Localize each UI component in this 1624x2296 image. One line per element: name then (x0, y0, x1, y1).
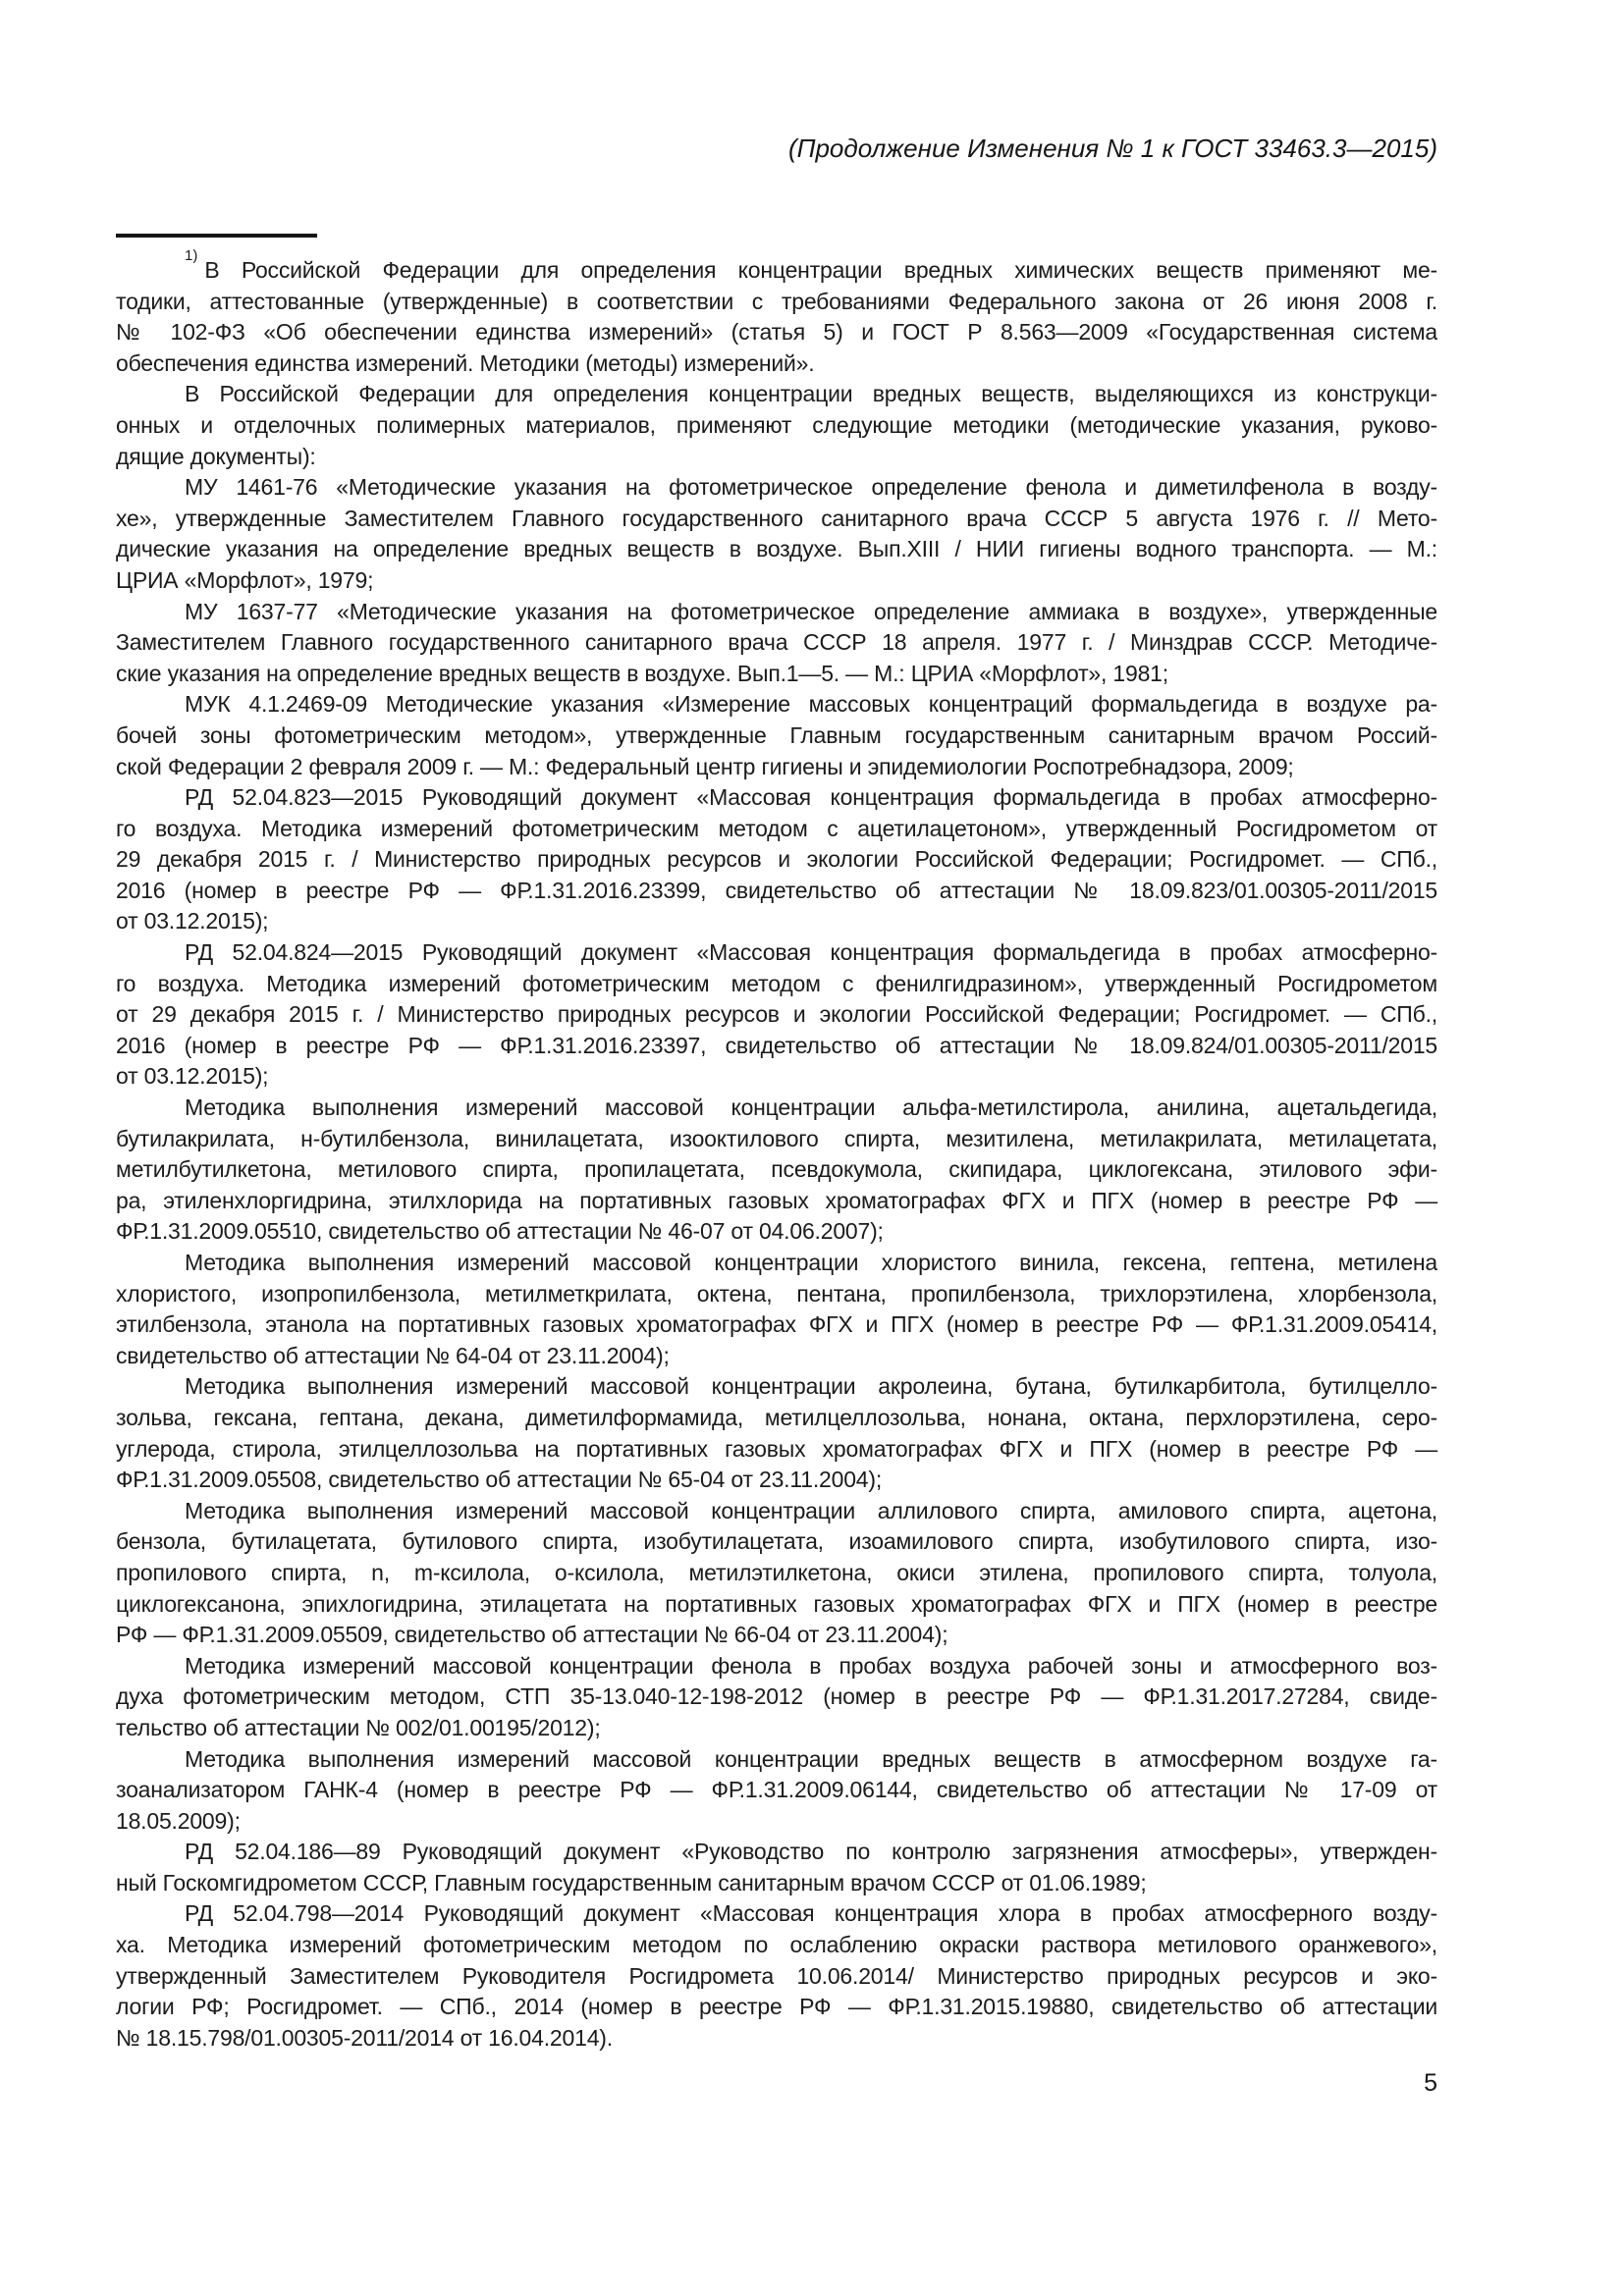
text-line: ра, этиленхлоргидрина, этилхлорида на портативных газовых хроматографах ФГХ и ПГХ (номер в реестре РФ — (116, 1187, 1437, 1213)
page-number: 5 (1424, 2069, 1437, 2097)
text-line: хлористого, изопропилбензола, метилметкрилата, октена, пентана, пропилбензола, трихлорэтилена, хлорбензола, (116, 1280, 1437, 1307)
text-line: № 102-ФЗ «Об обеспечении единства измерений» (статья 5) и ГОСТ Р 8.563—2009 «Государственная система (116, 319, 1437, 346)
text-line: 2016 (номер в реестре РФ — ФР.1.31.2016.23397, свидетельство об аттестации № 18.09.824/01.00305-2011/2015 (116, 1032, 1437, 1058)
text-line: РД 52.04.824—2015 Руководящий документ «Массовая концентрация формальдегида в пробах атмосферно- (185, 939, 1437, 966)
text-line: ские указания на определение вредных веществ в воздухе. Вып.1—5. — М.: ЦРИА «Морфлот», 1981; (116, 660, 1168, 686)
text-line (116, 247, 1437, 287)
text-line: Методика выполнения измерений массовой концентрации аллилового спирта, амилового спирта, ацетона, (185, 1497, 1437, 1523)
text-line: духа фотометрическим методом, СТП 35-13.040-12-198-2012 (номер в реестре РФ — ФР.1.31.2017.27284, свиде- (116, 1683, 1437, 1710)
text-line: онных и отделочных полимерных материалов, применяют следующие методики (методические указания, руково- (116, 411, 1437, 438)
text-line: 18.05.2009); (116, 1807, 241, 1834)
text-line: хе», утвержденные Заместителем Главного государственного санитарного врача СССР 5 августа 1976 г. // Мето- (116, 505, 1437, 531)
footnote-marker: 1) (185, 247, 198, 265)
text-line: Методика выполнения измерений массовой концентрации вредных веществ в атмосферном воздухе га- (185, 1745, 1437, 1772)
text-line: углерода, стирола, этилцеллозольва на портативных газовых хроматографах ФГХ и ПГХ (номер в реестре РФ — (116, 1435, 1437, 1462)
text-line: этилбензола, этанола на портативных газовых хроматографах ФГХ и ПГХ (номер в реестре РФ — ФР.1.31.2009.05414, (116, 1311, 1437, 1338)
text-line: свидетельство об аттестации № 64-04 от 23.11.2004); (116, 1342, 670, 1368)
text-line: логии РФ; Росгидромет. — СПб., 2014 (номер в реестре РФ — ФР.1.31.2015.19880, свидетельство об аттестации (116, 1994, 1437, 2020)
text-line: тодики, аттестованные (утвержденные) в соответствии с требованиями Федерального закона от 26 июня 2008 г. (116, 288, 1437, 314)
text-line: РФ — ФР.1.31.2009.05509, свидетельство об аттестации № 66-04 от 23.11.2004); (116, 1622, 948, 1648)
text-line: обеспечения единства измерений. Методики (методы) измерений». (116, 349, 815, 376)
text-line: зоанализатором ГАНК-4 (номер в реестре РФ — ФР.1.31.2009.06144, свидетельство об аттестации № 17-09 от (116, 1777, 1437, 1803)
text-line: ха. Методика измерений фотометрическим методом по ослаблению окраски раствора метилового оранжевого», (116, 1932, 1437, 1958)
text-line: № 18.15.798/01.00305-2011/2014 от 16.04.2014). (116, 2024, 613, 2051)
text-line: ФР.1.31.2009.05508, свидетельство об аттестации № 65-04 от 23.11.2004); (116, 1467, 883, 1493)
text-line: тельство об аттестации № 002/01.00195/2012); (116, 1714, 601, 1740)
text-line: утвержденный Заместителем Руководителя Росгидромета 10.06.2014/ Министерство природных ресурсов и эко- (116, 1962, 1437, 1989)
text-line: бочей зоны фотометрическим методом», утвержденные Главным государственным санитарным врачом Россий- (116, 721, 1437, 748)
text-line: МУ 1637-77 «Методические указания на фотометрическое определение аммиака в воздухе», утвержденные (185, 598, 1437, 624)
text-line: дящие документы): (116, 443, 316, 469)
text-line: бензола, бутилацетата, бутилового спирта, изобутилацетата, изоамилового спирта, изобутилового спирта, изо- (116, 1528, 1437, 1555)
text-line: от 29 декабря 2015 г. / Министерство природных ресурсов и экологии Российской Федерации; Росгидромет. — СПб., (116, 1001, 1437, 1028)
text-line: Методика выполнения измерений массовой концентрации хлористого винила, гексена, гептена, метилена (185, 1250, 1437, 1275)
text-line: Методика измерений массовой концентрации фенола в пробах воздуха рабочей зоны и атмосферного воз- (185, 1652, 1437, 1679)
document-body (116, 247, 1437, 2054)
text-line: Методика выполнения измерений массовой концентрации акролеина, бутана, бутилкарбитола, бутилцелло- (185, 1373, 1437, 1400)
text-line: РД 52.04.823—2015 Руководящий документ «Массовая концентрация формальдегида в пробах атмосферно- (185, 784, 1437, 811)
text-line: ской Федерации 2 февраля 2009 г. — М.: Федеральный центр гигиены и эпидемиологии Роспотребнадзора, 2009; (116, 753, 1294, 779)
text-line: пропилового спирта, n, m-ксилола, о-ксилола, метилэтилкетона, окиси этилена, пропилового спирта, толуола, (116, 1559, 1437, 1585)
text-line: дические указания на определение вредных веществ в воздухе. Вып.XIII / НИИ гигиены водного транспорта. — М.: (116, 536, 1437, 562)
text-line: ный Госкомгидрометом СССР, Главным государственным санитарным врачом СССР от 01.06.1989; (116, 1869, 1147, 1896)
text-line: метилбутилкетона, метилового спирта, пропилацетата, псевдокумола, скипидара, циклогексана, этилового эфи- (116, 1156, 1437, 1183)
text-line: от 03.12.2015); (116, 1063, 269, 1090)
text-line: В Российской Федерации для определения концентрации вредных веществ, выделяющихся из конструкци- (185, 381, 1437, 407)
text-line: го воздуха. Методика измерений фотометрическим методом с ацетилацетоном», утвержденный Росгидрометом от (116, 815, 1437, 841)
text-line: бутилакрилата, н-бутилбензола, винилацетата, изооктилового спирта, мезитилена, метилакрилата, метилацетата, (116, 1125, 1437, 1151)
text-line: РД 52.04.186—89 Руководящий документ «Руководство по контролю загрязнения атмосферы», утвержден- (185, 1839, 1437, 1865)
text-line: 29 декабря 2015 г. / Министерство природных ресурсов и экологии Российской Федерации; Росгидромет. — СПб., (116, 846, 1437, 873)
text-line: МУК 4.1.2469-09 Методические указания «Измерение массовых концентраций формальдегида в воздухе ра- (185, 691, 1437, 718)
text-line-content: В Российской Федерации для определения концентрации вредных химических веществ применяют ме- (204, 257, 1437, 283)
text-line: от 03.12.2015); (116, 908, 269, 934)
text-line: зольва, гексана, гептана, декана, диметилформамида, метилцеллозольва, нонана, октана, перхлорэтилена, серо- (116, 1404, 1437, 1430)
text-line: го воздуха. Методика измерений фотометрическим методом с фенилгидразином», утвержденный Росгидрометом (116, 970, 1437, 996)
page-header: (Продолжение Изменения № 1 к ГОСТ 33463.3—2015) (787, 133, 1437, 163)
text-line: ЦРИА «Морфлот», 1979; (116, 566, 374, 593)
footnote-rule (116, 234, 317, 238)
text-line: Заместителем Главного государственного санитарного врача СССР 18 апреля. 1977 г. / Минздрав СССР. Методиче- (116, 629, 1437, 656)
text-line: 2016 (номер в реестре РФ — ФР.1.31.2016.23399, свидетельство об аттестации № 18.09.823/01.00305-2011/2015 (116, 877, 1437, 903)
text-line: циклогексанона, эпихлогидрина, этилацетата на портативных газовых хроматографах ФГХ и ПГХ (номер в реестре (116, 1590, 1437, 1617)
text-line: РД 52.04.798—2014 Руководящий документ «Массовая концентрация хлора в пробах атмосферного возду- (185, 1900, 1437, 1927)
text-line: Методика выполнения измерений массовой концентрации альфа-метилстирола, анилина, ацетальдегида, (185, 1095, 1437, 1121)
text-line: МУ 1461-76 «Методические указания на фотометрическое определение фенола и диметилфенола в возду- (185, 474, 1437, 501)
text-line: ФР.1.31.2009.05510, свидетельство об аттестации № 46-07 от 04.06.2007); (116, 1218, 884, 1245)
